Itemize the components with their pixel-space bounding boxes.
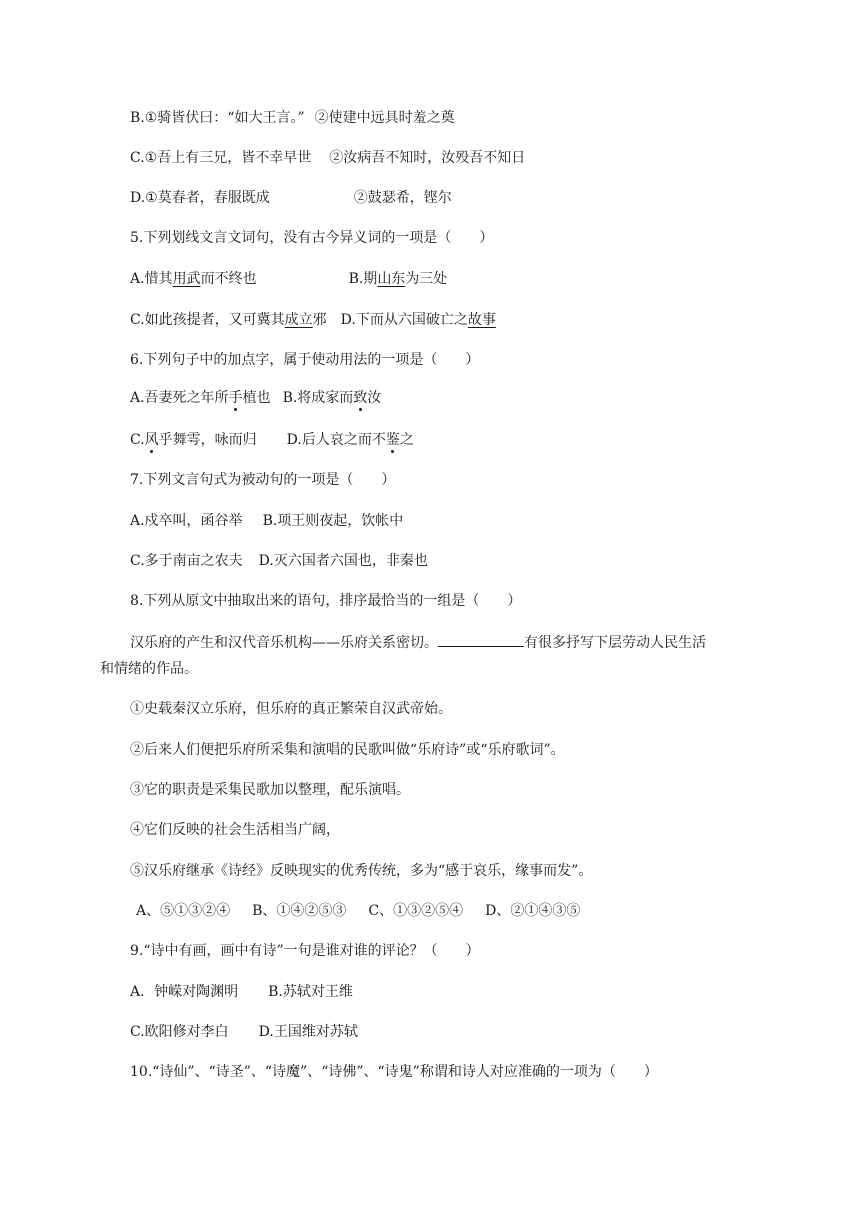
underlined-phrase: 山东 (377, 271, 406, 287)
underlined-phrase: 故事 (467, 312, 496, 328)
dotted-char: 手 (228, 390, 243, 406)
q8-passage-start: 汉乐府的产生和汉代音乐机构——乐府关系密切。 (130, 635, 438, 651)
q5-option-b: B.期山东为三处 (348, 271, 448, 287)
fill-in-blank (438, 632, 524, 647)
q9-option-c: C.欧阳修对李白 (130, 1024, 229, 1040)
q8-stem: 8.下列从原文中抽取出来的语句，排序最恰当的一组是（ ） (130, 593, 522, 609)
q6-option-a: A.吾妻死之年所手植也 (130, 390, 271, 406)
q8-passage-continue: 有很多抒写下层劳动人民生活 (524, 635, 706, 651)
q5-option-d: D.下而从六国破亡之故事 (340, 312, 496, 328)
dotted-char: 风 (144, 432, 159, 448)
q8-sentence-3: ③它的职责是采集民歌加以整理，配乐演唱。 (130, 782, 410, 798)
q8-passage-line2: 和情绪的作品。 (100, 661, 198, 677)
q4-option-d-part2: ②鼓瑟希，铿尔 (353, 190, 452, 206)
q5-options-cd (130, 310, 496, 330)
underlined-phrase: 用武 (172, 271, 201, 287)
q7-option-d: D.灭六国者六国也，非秦也 (258, 553, 428, 569)
q5-stem: 5.下列划线文言文词句，没有古今异义词的一项是（ ） (130, 230, 494, 246)
q7-option-a: A.戍卒叫，函谷举 (130, 513, 243, 529)
q4-option-c (130, 148, 525, 168)
dotted-char: 致 (353, 390, 368, 406)
q4-option-b-part1: B.①骑皆伏曰：“如大王言。” (130, 110, 305, 126)
q9-options-ab (130, 982, 353, 1002)
q8-sentence-1: ①史载秦汉立乐府，但乐府的真正繁荣自汉武帝始。 (130, 701, 452, 717)
q8-passage-line1 (130, 632, 706, 653)
underlined-phrase: 成立 (284, 312, 313, 328)
q6-stem: 6.下列句子中的加点字，属于使动用法的一项是（ ） (130, 352, 480, 368)
q9-option-a: A．钟嵘对陶渊明 (130, 984, 239, 1000)
q7-option-c: C.多于南亩之农夫 (130, 553, 243, 569)
q6-options-cd (130, 430, 414, 450)
q7-options-cd (130, 551, 428, 571)
q6-option-d: D.后人哀之而不鉴之 (286, 432, 414, 448)
q8-sentence-2: ②后来人们便把乐府所采集和演唱的民歌叫做“乐府诗”或“乐府歌词”。 (130, 742, 565, 758)
q9-option-d: D.王国维对苏轼 (258, 1024, 358, 1040)
q4-option-b (130, 108, 455, 128)
q8-option-c: C、①③②⑤④ (368, 903, 464, 919)
q9-stem: 9.“诗中有画，画中有诗”一句是谁对谁的评论？（ ） (130, 943, 480, 959)
q6-option-b: B.将成家而致汝 (282, 390, 382, 406)
q10-stem: 10.“诗仙”、“诗圣”、“诗魔”、“诗佛”、“诗鬼”称谓和诗人对应准确的一项为（ ） (130, 1064, 658, 1080)
q9-option-b: B.苏轼对王维 (268, 984, 353, 1000)
q7-stem: 7.下列文言句式为被动句的一项是（ ） (130, 472, 396, 488)
q4-option-b-part2: ②使建中远具时羞之奠 (314, 110, 455, 126)
q4-option-c-part1: C.①吾上有三兄，皆不幸早世 (130, 150, 312, 166)
q5-option-c: C.如此孩提者，又可冀其成立邪 (130, 312, 327, 328)
q8-options (136, 901, 580, 921)
q4-option-c-part2: ②汝病吾不知时，汝殁吾不知日 (329, 150, 526, 166)
q8-option-b: B、①④②⑤③ (252, 903, 347, 919)
q9-options-cd (130, 1022, 358, 1042)
q8-sentence-4: ④它们反映的社会生活相当广阔， (130, 822, 340, 838)
q7-option-b: B.项王则夜起，饮帐中 (262, 513, 404, 529)
q8-option-d: D、②①④③⑤ (485, 903, 581, 919)
q6-option-c: C.风乎舞雩，咏而归 (130, 432, 257, 448)
dotted-char: 鉴 (385, 432, 400, 448)
q8-option-a: A、⑤①③②④ (136, 903, 231, 919)
q8-sentence-5: ⑤汉乐府继承《诗经》反映现实的优秀传统，多为“感于哀乐，缘事而发”。 (130, 863, 593, 879)
q5-options-ab (130, 269, 447, 289)
q5-option-a: A.惜其用武而不终也 (130, 271, 257, 287)
q7-options-ab (130, 511, 403, 531)
q4-option-d (130, 188, 452, 208)
q6-options-ab (130, 388, 381, 408)
q4-option-d-part1: D.①莫春者，春服既成 (130, 190, 270, 206)
